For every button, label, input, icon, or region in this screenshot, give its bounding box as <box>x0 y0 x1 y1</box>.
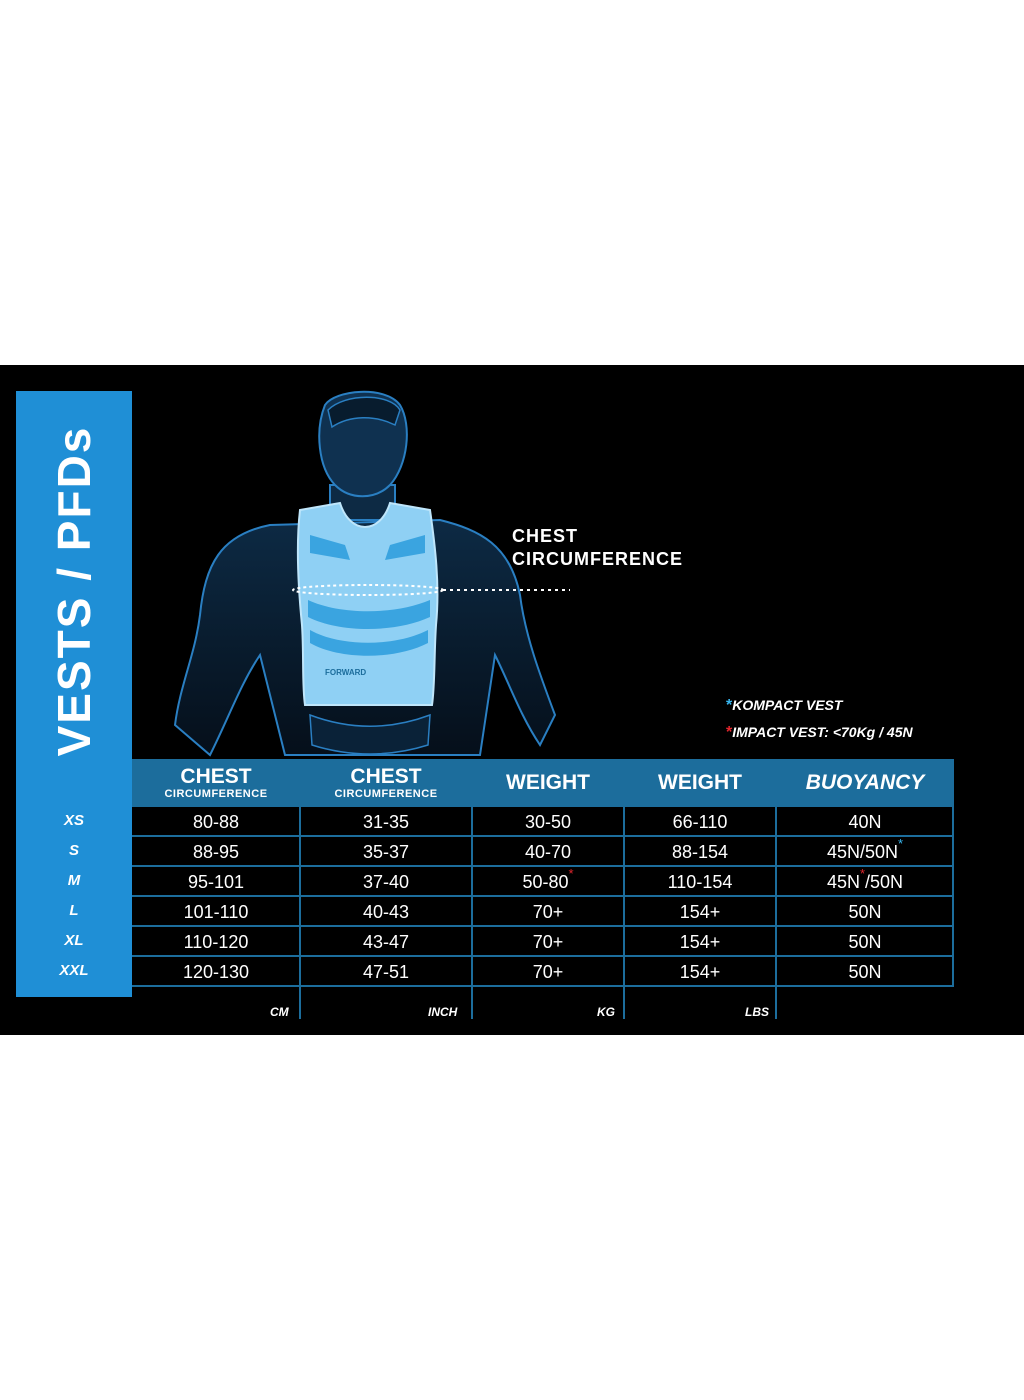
chest-cm-cell: 120-130 <box>182 962 250 982</box>
size-cell: XS <box>16 807 132 835</box>
weight-lbs-cell: 66-110 <box>672 812 728 832</box>
chest-inch-cell: 47-51 <box>362 962 410 982</box>
buoyancy-cell: 45N*/50N <box>826 866 904 892</box>
impact-note-text: IMPACT VEST: <70Kg / 45N <box>732 724 913 740</box>
weight-kg-cell: 30-50 <box>524 812 572 832</box>
weight-kg-cell: 70+ <box>532 962 564 982</box>
chest-inch-cell: 43-47 <box>362 932 410 952</box>
table-row <box>16 927 954 955</box>
unit-inch: INCH <box>428 1005 458 1019</box>
side-title: VESTS / PFDs <box>48 425 100 757</box>
unit-kg: KG <box>597 1005 615 1019</box>
table-row <box>16 897 954 925</box>
kompact-note-text: KOMPACT VEST <box>732 697 843 713</box>
kompact-vest-note <box>726 697 842 715</box>
weight-kg-cell: 70+ <box>532 932 564 952</box>
chest-inch-cell: 35-37 <box>362 842 410 862</box>
header-chest-inch: CHEST CIRCUMFERENCE <box>334 765 438 800</box>
chest-inch-cell: 40-43 <box>362 902 410 922</box>
header-weight-lbs: WEIGHT <box>658 771 742 794</box>
weight-lbs-cell: 110-154 <box>667 872 733 892</box>
chest-cm-cell: 101-110 <box>183 902 249 922</box>
header-chest-cm: CHEST CIRCUMFERENCE <box>164 765 268 800</box>
impact-vest-note <box>726 724 913 742</box>
buoyancy-cell: 50N <box>848 962 882 982</box>
weight-kg-cell: 50-80* <box>522 866 574 892</box>
table-header <box>132 759 954 807</box>
chest-inch-cell: 31-35 <box>362 812 410 832</box>
unit-cm: CM <box>270 1005 289 1019</box>
size-cell: L <box>16 897 132 925</box>
callout-line1: CHEST <box>512 526 579 546</box>
weight-lbs-cell: 154+ <box>679 932 721 952</box>
chest-circumference-callout <box>512 525 683 571</box>
weight-lbs-cell: 88-154 <box>671 842 729 862</box>
chest-cm-cell: 110-120 <box>183 932 249 952</box>
buoyancy-cell: 50N <box>848 932 882 952</box>
size-chart-panel <box>0 365 1024 1035</box>
weight-kg-cell: 40-70 <box>524 842 572 862</box>
chest-cm-cell: 80-88 <box>192 812 240 832</box>
man-wearing-vest-illustration <box>150 385 570 765</box>
chest-cm-cell: 88-95 <box>192 842 240 862</box>
chest-inch-cell: 37-40 <box>362 872 410 892</box>
size-cell: M <box>16 867 132 895</box>
table-row <box>16 837 954 865</box>
size-cell: XL <box>16 927 132 955</box>
chest-cm-cell: 95-101 <box>187 872 245 892</box>
callout-line2: CIRCUMFERENCE <box>512 549 684 569</box>
buoyancy-cell: 45N/50N* <box>826 836 904 862</box>
size-cell: S <box>16 837 132 865</box>
weight-kg-cell: 70+ <box>532 902 564 922</box>
header-buoyancy: BUOYANCY <box>805 771 925 794</box>
size-cell: XXL <box>16 957 132 985</box>
buoyancy-cell: 50N <box>848 902 882 922</box>
unit-lbs: LBS <box>745 1005 769 1019</box>
weight-lbs-cell: 154+ <box>679 962 721 982</box>
weight-lbs-cell: 154+ <box>679 902 721 922</box>
table-row <box>16 807 954 835</box>
kompact-star-icon: * <box>726 697 733 714</box>
vest-logo: FORWARD <box>325 668 367 677</box>
header-weight-kg: WEIGHT <box>506 771 590 794</box>
buoyancy-cell: 40N <box>848 812 882 832</box>
table-row <box>16 867 954 895</box>
impact-star-icon: * <box>726 724 733 741</box>
table-row <box>16 957 954 985</box>
